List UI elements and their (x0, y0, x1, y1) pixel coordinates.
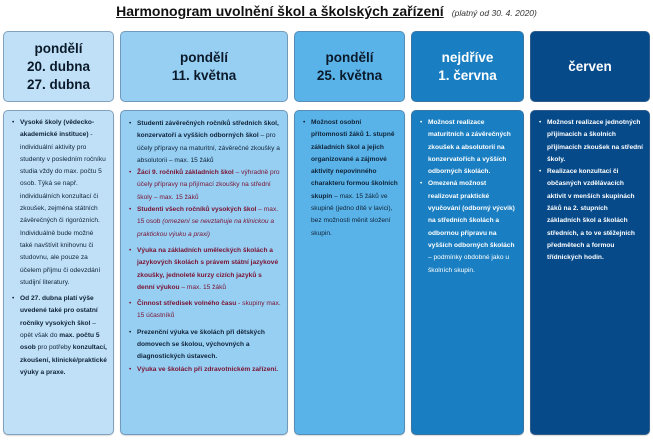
bullet-text: - skupiny max. 15 účastníků (137, 300, 281, 320)
bullet-text: Možnost realizace jednotných přijímacích a školních přijímacích zkoušek na střední školy. (547, 119, 644, 163)
bullet-item (420, 117, 517, 178)
bullet-item (12, 117, 107, 289)
bullet-text: – max. 15 žáků (179, 283, 227, 291)
bullet-text: Vysoké školy (vědecko-akademické instituce) (20, 119, 95, 139)
header-col-3 (294, 31, 405, 102)
header-line: 11. května (171, 67, 237, 83)
bullet-item (539, 117, 643, 166)
bullet-text: – pro účely přípravy na maturitní, závěrečné zkoušky a absolutorii – max. 15 žáků (137, 132, 280, 164)
bullet-text: max. počtu 5 osob (20, 332, 100, 352)
header-line: 27. dubna (26, 76, 90, 92)
body-col-5 (530, 110, 650, 435)
bullet-text: – max. 15 osob (137, 206, 279, 226)
bullet-text: Realizace konzultací či občasných vzdělávacích aktivit v menších skupinách žáků na 2. stupních základních škol a školách středních, a to ve stěžejních předmětech a formou třídnických hodin. (547, 168, 635, 262)
header-line: 20. dubna (26, 58, 90, 74)
body-col-2 (120, 110, 288, 435)
bullet-list (420, 117, 517, 277)
header-col-2 (120, 31, 288, 102)
bullet-text: Možnost realizace maturitních a závěrečných zkoušek a absolutorií na konzervatořích a vyšších odborných školách. (428, 119, 511, 176)
body-col-3 (294, 110, 405, 435)
bullet-text: – výhradně pro účely přípravy na přijímací zkoušky na střední školy – max. 15 žáků (137, 169, 280, 201)
bullet-text: – max. 15 žáků ve skupině (jedno dítě v lavici), bez možnosti měnit složení skupin. (311, 192, 393, 237)
title-validity: (platný od 30. 4. 2020) (451, 8, 537, 18)
bullet-text: – opět však do (20, 319, 96, 340)
bullet-item (129, 204, 281, 241)
bullet-item (539, 166, 643, 264)
bullet-item (129, 245, 281, 294)
bullet-text: Omezená možnost realizovat praktické vyučování (odborný výcvik) na středních školách a odbornou přípravu na vyšších odborných školách (428, 180, 515, 249)
bullet-item (129, 118, 281, 167)
header-line: pondělí (325, 49, 374, 65)
bullet-item (12, 293, 107, 379)
bullet-text: Výuka na základních uměleckých školách a jazykových školách s právem státní jazykové zkoušky, jednoleté kurzy cizích jazyků s denní výukou (137, 246, 279, 291)
bullet-text: Prezenční výuka ve školách při dětských domovech se školou, výchovných a diagnostických ústavech. (137, 328, 265, 361)
header-line: červen (568, 58, 612, 74)
bullet-text: (omezení se nevztahuje na klinickou a praktickou výuku a praxi) (137, 218, 275, 238)
bullet-text: Studenti závěrečných ročníků středních škol, konzervatoří a vyšších odborných škol (137, 120, 279, 140)
header-line: pondělí (34, 40, 83, 56)
bullet-text: Studenti všech ročníků vysokých škol (137, 206, 257, 214)
bullet-text: Výuka ve školách při zdravotnickém zařízení. (137, 365, 279, 373)
bullet-text: pro potřeby (35, 344, 73, 352)
header-line: pondělí (180, 49, 228, 65)
bullet-list (12, 117, 107, 379)
header-line: 1. června (438, 67, 497, 83)
body-col-4 (411, 110, 524, 435)
bullet-list (129, 118, 281, 376)
bullet-text: Žáci 9. ročníků základních škol (137, 169, 234, 177)
bullet-text: – podmínky obdobné jako u školních skupin. (428, 254, 510, 274)
bullet-text: Činnost středisek volného času (137, 300, 237, 308)
document-title (0, 3, 653, 21)
bullet-text: - individuální aktivity pro studenty v posledním ročníku studia vždy do max. počtu 5 osob. Týká se např. individuálních konzultací či zkoušek, zejména státních závěrečných či rigorózních. Individuálně bude možné také navštívit knihovnu či studovnu, ale pouze za účelem příjmu či odevzdání studijní literatury. (20, 131, 106, 286)
bullet-text: konzultací, zkoušení, klinické/praktické výuky a praxe. (20, 344, 107, 376)
bullet-list (303, 117, 398, 240)
header-col-5 (530, 31, 650, 102)
header-line: nejdříve (441, 49, 494, 65)
bullet-item (420, 178, 517, 276)
header-line: 25. května (316, 67, 383, 83)
bullet-text: Možnost osobní přítomnosti žáků 1. stupně základních škol a jejich organizované a zájmové aktivity nepovinného charakteru formou školních skupin (311, 119, 398, 200)
bullet-list (539, 117, 643, 265)
header-col-4 (411, 31, 524, 102)
header-col-1 (3, 31, 114, 102)
bullet-item (129, 364, 281, 376)
bullet-item (129, 327, 281, 364)
title-main: Harmonogram uvolnění škol a školských zařízení (116, 3, 444, 19)
bullet-text: Od 27. dubna platí výše uvedené také pro ostatní ročníky vysokých škol (20, 295, 98, 327)
bullet-item (129, 298, 281, 323)
bullet-item (303, 117, 398, 240)
bullet-item (129, 167, 281, 204)
body-col-1 (3, 110, 114, 435)
